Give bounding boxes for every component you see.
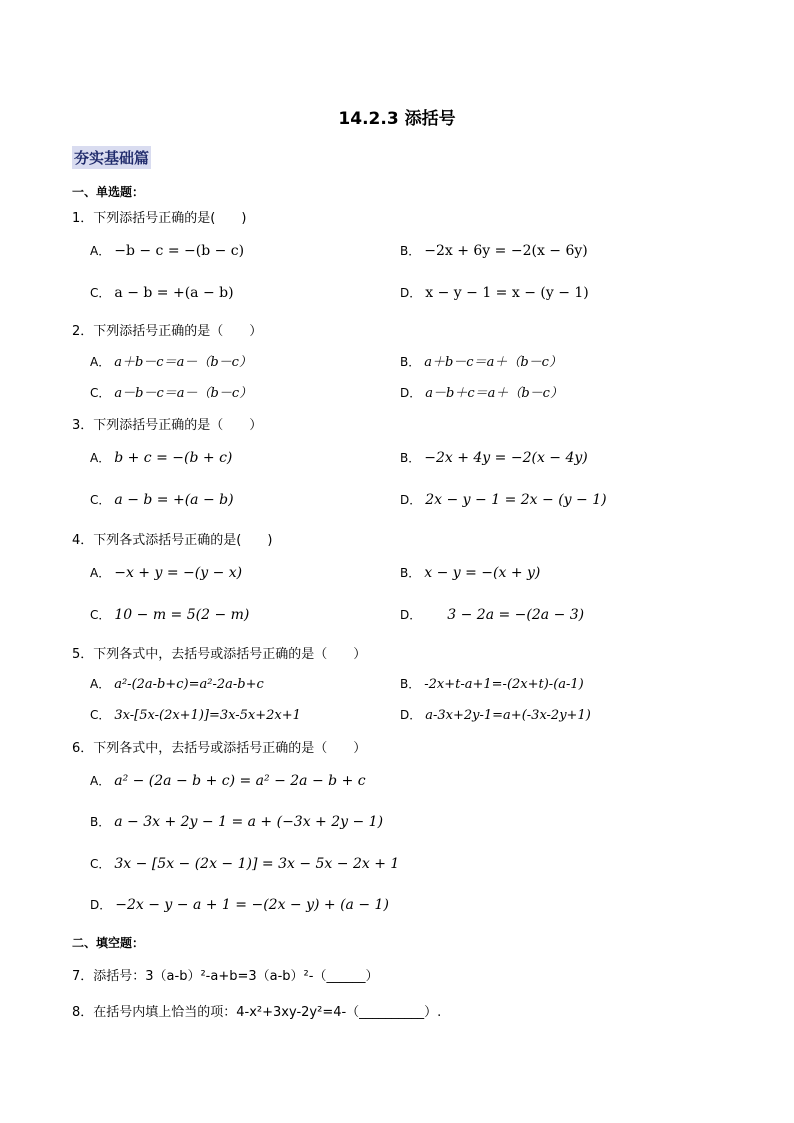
option-b[interactable] [400,242,588,259]
option-d[interactable] [400,606,584,623]
option-label: D． [400,386,422,400]
option-label: D． [400,286,422,300]
option-label: C． [90,857,111,871]
part-heading-fill-in: 二、填空题： [72,936,145,950]
option-label: D． [400,608,422,622]
option-text: a − b = +(a − b) [114,285,234,301]
option-text: a-3x+2y-1=a+(-3x-2y+1) [425,708,591,723]
option-label: A． [90,451,111,465]
option-b[interactable] [400,449,588,466]
option-text: a＋b－c＝a－（b－c） [114,355,252,370]
option-c[interactable] [90,855,399,872]
option-text: 10 − m = 5(2 − m) [114,607,250,623]
option-b[interactable] [400,351,562,370]
option-text: 3 − 2a = −(2a − 3) [447,607,585,623]
option-d[interactable] [400,706,591,723]
option-text: a＋b－c＝a＋（b－c） [424,355,562,370]
option-text: −2x + 4y = −2(x − 4y) [424,450,588,466]
option-d[interactable] [90,896,389,913]
option-label: C． [90,386,111,400]
section-heading: 夯实基础篇 [72,146,151,169]
option-text: x − y = −(x + y) [424,565,541,581]
option-text: 2x − y − 1 = 2x − (y − 1) [425,492,607,508]
option-d[interactable] [400,284,589,301]
part-heading-single-choice: 一、单选题： [72,185,145,199]
option-a[interactable] [90,675,264,692]
option-label: C． [90,286,111,300]
option-text: a − b = +(a − b) [114,492,234,508]
question-stem: 4．下列各式添括号正确的是( ) [72,533,273,548]
option-a[interactable] [90,564,242,581]
option-label: C． [90,493,111,507]
option-text: 3x − [5x − (2x − 1)] = 3x − 5x − 2x + 1 [114,856,400,872]
option-label: D． [400,708,422,722]
option-d[interactable] [400,491,607,508]
question-stem: 2．下列添括号正确的是（ ） [72,324,263,339]
option-b[interactable] [400,564,540,581]
option-label: C． [90,708,111,722]
question-stem: 5．下列各式中，去括号或添括号正确的是（ ） [72,647,367,662]
option-label: D． [400,493,422,507]
question-stem: 3．下列添括号正确的是（ ） [72,418,263,433]
option-text: −x + y = −(y − x) [114,565,243,581]
option-label: A． [90,566,111,580]
option-label: B． [400,677,421,691]
fill-question: 7．添括号：3（a-b）²-a+b=3（a-b）²-（______） [72,969,379,984]
option-d[interactable] [400,382,563,401]
option-text: x − y − 1 = x − (y − 1) [425,285,589,301]
option-text: −2x + 6y = −2(x − 6y) [424,243,588,259]
option-b[interactable] [90,813,383,830]
option-c[interactable] [90,284,234,301]
option-label: B． [400,355,421,369]
page-title: 14.2.3 添括号 [338,109,456,129]
option-a[interactable] [90,449,232,466]
option-text: a − 3x + 2y − 1 = a + (−3x + 2y − 1) [114,814,384,830]
option-c[interactable] [90,606,249,623]
option-text: b + c = −(b + c) [114,450,233,466]
option-label: B． [400,244,421,258]
option-text: −b − c = −(b − c) [114,243,245,259]
option-text: a²-(2a-b+c)=a²-2a-b+c [114,677,264,692]
option-a[interactable] [90,351,252,370]
option-c[interactable] [90,491,234,508]
option-text: 3x-[5x-(2x+1)]=3x-5x+2x+1 [114,708,301,723]
option-label: D． [90,898,112,912]
option-text: a² − (2a − b + c) = a² − 2a − b + c [114,773,366,789]
option-label: A． [90,774,111,788]
option-a[interactable] [90,772,366,789]
question-stem: 1．下列添括号正确的是( ) [72,211,247,226]
option-b[interactable] [400,675,584,692]
option-label: B． [400,566,421,580]
option-text: −2x − y − a + 1 = −(2x − y) + (a − 1) [115,897,389,913]
option-label: C． [90,608,111,622]
option-label: B． [90,815,111,829]
fill-question: 8．在括号内填上恰当的项：4-x²+3xy-2y²=4-（__________）. [72,1005,442,1020]
option-text: a－b＋c＝a＋（b－c） [425,386,563,401]
option-label: B． [400,451,421,465]
option-a[interactable] [90,242,244,259]
question-stem: 6．下列各式中，去括号或添括号正确的是（ ） [72,741,367,756]
option-c[interactable] [90,382,252,401]
option-label: A． [90,244,111,258]
option-label: A． [90,355,111,369]
option-label: A． [90,677,111,691]
option-text: -2x+t-a+1=-(2x+t)-(a-1) [424,677,584,692]
option-c[interactable] [90,706,301,723]
option-text: a－b－c＝a－（b－c） [114,386,253,401]
